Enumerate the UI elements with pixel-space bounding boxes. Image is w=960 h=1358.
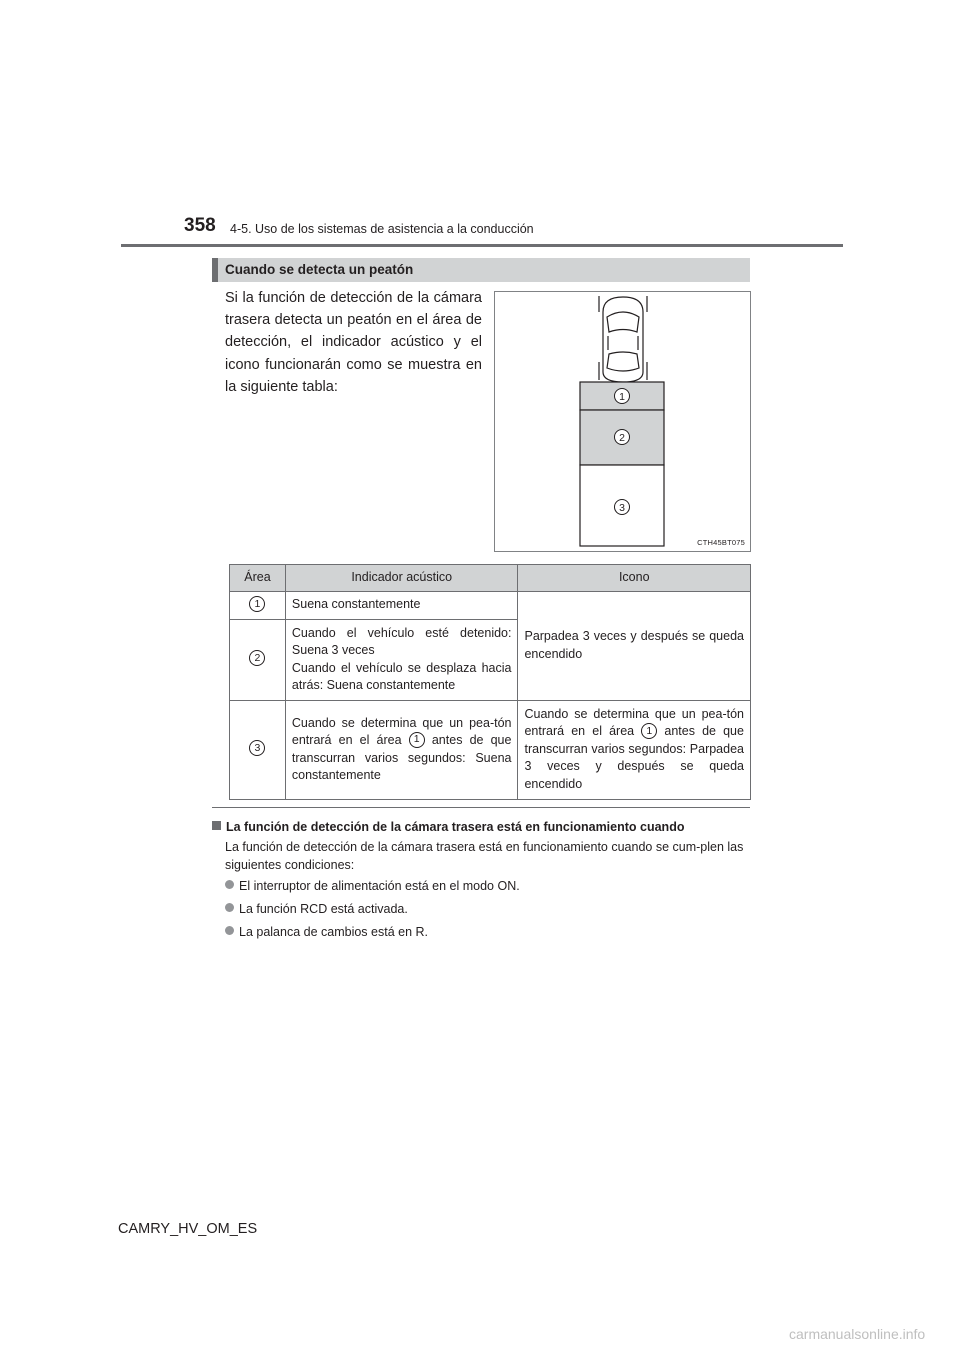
- table-row: [230, 700, 751, 799]
- sound-cell: Suena constantemente: [285, 592, 518, 620]
- round-bullet-icon: [225, 880, 234, 889]
- intro-paragraph: Si la función de detección de la cámara trasera detecta un peatón en el área de detección, el indicador acústico y el icono funcionarán como se muestra en la siguiente tabla:: [225, 290, 482, 395]
- header-sound: Indicador acústico: [285, 565, 518, 592]
- page-number: 358: [184, 215, 216, 236]
- icon-cell-merged: Parpadea 3 veces y después se queda encendido: [518, 592, 751, 701]
- condition-item: El interruptor de alimentación está en el modo ON.: [225, 879, 520, 893]
- area-ref-icon: 1: [409, 732, 425, 748]
- section-heading-bar: [212, 258, 750, 282]
- area-table: [229, 564, 751, 800]
- chapter-title: 4-5. Uso de los sistemas de asistencia a la conducción: [230, 222, 534, 236]
- area-cell: 1: [230, 592, 286, 620]
- area-ref-icon: 1: [641, 723, 657, 739]
- table-header-row: [230, 565, 751, 592]
- conditions-heading: La función de detección de la cámara trasera está en funcionamiento cuando: [212, 820, 684, 834]
- area-cell: 3: [230, 700, 286, 799]
- header-area: Área: [230, 565, 286, 592]
- detection-area-figure: [494, 291, 751, 552]
- condition-item: La palanca de cambios está en R.: [225, 925, 428, 939]
- conditions-text: La función de detección de la cámara trasera está en funcionamiento cuando se cum-plen las siguientes condiciones:: [225, 840, 744, 872]
- header-rule: [121, 244, 843, 247]
- table-row: [230, 592, 751, 620]
- condition-item: La función RCD está activada.: [225, 902, 408, 916]
- sound-cell: Cuando se determina que un pea-tón entrará en el área 1 antes de que transcurran varios segundos: Suena constantemente: [285, 700, 518, 799]
- section-accent: [212, 258, 218, 282]
- icon-cell: Cuando se determina que un pea-tón entrará en el área 1 antes de que transcurran varios segundos: Parpadea 3 veces y después se queda encendido: [518, 700, 751, 799]
- area-cell: 2: [230, 619, 286, 700]
- car-outline-icon: [599, 296, 647, 382]
- detection-area-diagram: [495, 292, 752, 553]
- watermark: carmanualsonline.info: [789, 1326, 926, 1342]
- header-icon: Icono: [518, 565, 751, 592]
- section-rule: [212, 807, 750, 808]
- section-title: Cuando se detecta un peatón: [225, 262, 414, 277]
- round-bullet-icon: [225, 903, 234, 912]
- zone-label-3: 3: [619, 502, 625, 514]
- zone-label-2: 2: [619, 432, 625, 444]
- zone-label-1: 1: [619, 391, 625, 403]
- figure-code: CTH45BT075: [697, 538, 745, 547]
- round-bullet-icon: [225, 926, 234, 935]
- footer-model: CAMRY_HV_OM_ES: [118, 1221, 258, 1237]
- sound-cell: Cuando el vehículo esté detenido: Suena 3 veces Cuando el vehículo se desplaza hacia atrás: Suena constantemente: [285, 619, 518, 700]
- square-bullet-icon: [212, 821, 221, 830]
